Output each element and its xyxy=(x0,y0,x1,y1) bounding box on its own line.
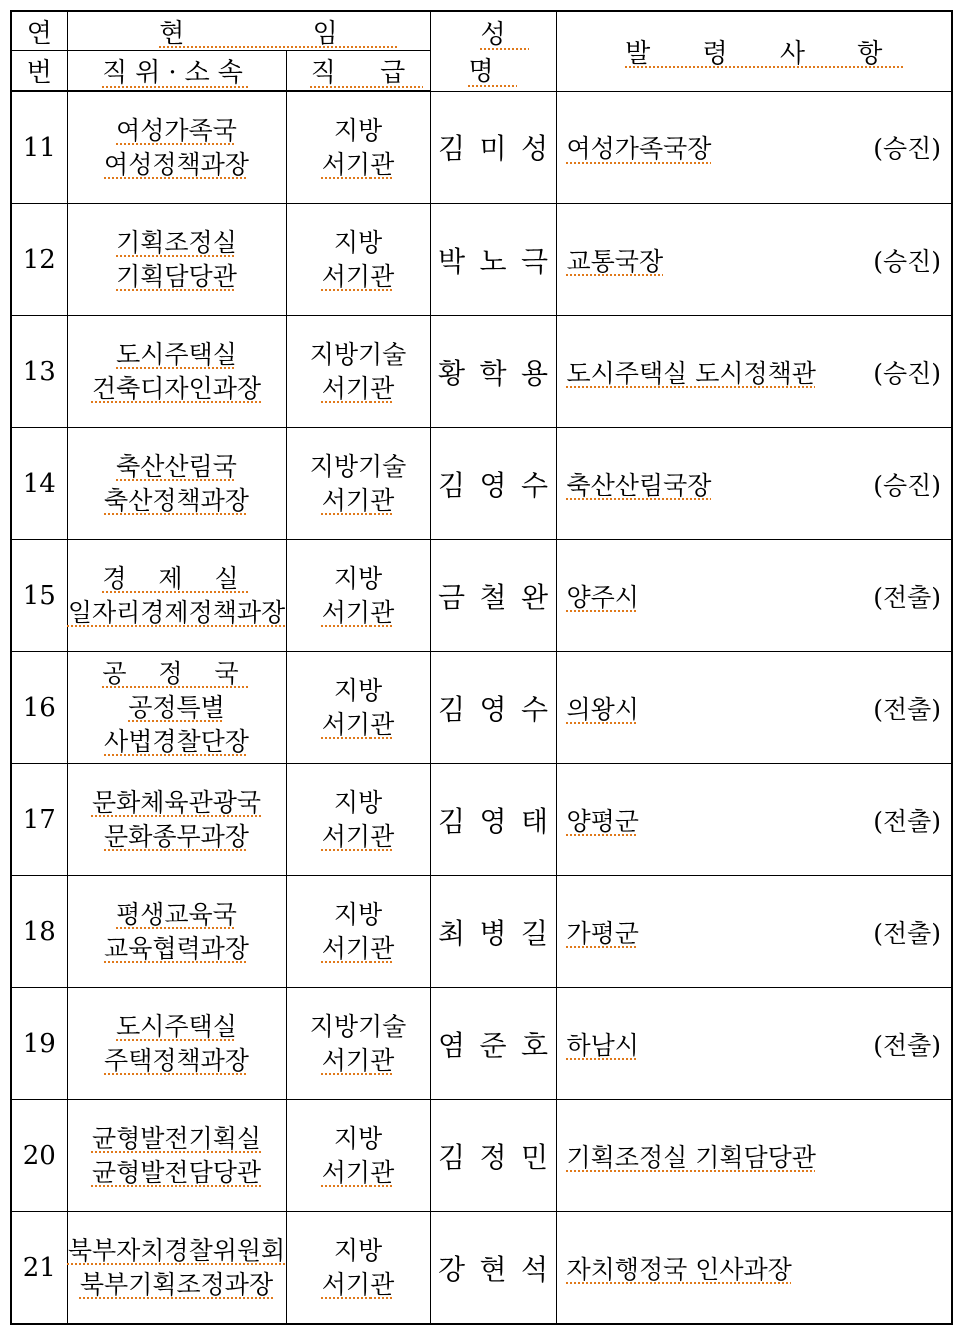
grade xyxy=(286,204,430,316)
grade-line: 지방 xyxy=(333,115,383,145)
order-text: 가평군 xyxy=(566,918,639,948)
table-row xyxy=(11,1212,952,1325)
grade-line: 서기관 xyxy=(321,373,395,403)
grade-line: 지방 xyxy=(333,227,383,257)
grade-line: 지방기술 xyxy=(309,339,407,369)
order-text: 자치행정국 인사과장 xyxy=(566,1254,792,1284)
table-row xyxy=(11,876,952,988)
appointment-order xyxy=(556,316,952,428)
grade xyxy=(286,540,430,652)
table-row xyxy=(11,91,952,204)
table-row xyxy=(11,428,952,540)
position-department: 북부자치경찰위원회 북부기획조정과장 xyxy=(67,1212,286,1325)
order-text: 도시주택실 도시정책관 xyxy=(566,358,816,388)
person-name: 박 노 극 xyxy=(430,204,556,316)
grade-line: 서기관 xyxy=(321,821,395,851)
order-status: (전출) xyxy=(873,806,941,836)
grade xyxy=(286,1212,430,1325)
order-text: 교통국장 xyxy=(566,246,664,276)
appointment-order xyxy=(556,876,952,988)
grade-line: 서기관 xyxy=(321,261,395,291)
grade-line: 서기관 xyxy=(321,1157,395,1187)
order-status: (전출) xyxy=(873,1030,941,1060)
row-number: 13 xyxy=(11,316,67,428)
appointment-order xyxy=(556,1100,952,1212)
order-status: (전출) xyxy=(873,582,941,612)
order-text: 기획조정실 기획담당관 xyxy=(566,1142,816,1172)
appointment-order xyxy=(556,204,952,316)
grade xyxy=(286,91,430,204)
header-name: 성 명 xyxy=(430,11,556,91)
person-name: 김 미 성 xyxy=(430,91,556,204)
header-no-top: 연 xyxy=(11,11,67,51)
row-number: 14 xyxy=(11,428,67,540)
grade-line: 지방기술 xyxy=(309,451,407,481)
table-row xyxy=(11,988,952,1100)
person-name: 강 현 석 xyxy=(430,1212,556,1325)
person-name: 금 철 완 xyxy=(430,540,556,652)
row-number: 11 xyxy=(11,91,67,204)
grade xyxy=(286,652,430,764)
header-grade: 직 급 xyxy=(286,51,430,92)
table-row xyxy=(11,764,952,876)
grade xyxy=(286,1100,430,1212)
position-department: 공 정 국 공정특별 사법경찰단장 xyxy=(67,652,286,764)
person-name: 김 영 수 xyxy=(430,652,556,764)
person-name: 김 영 태 xyxy=(430,764,556,876)
grade-line: 서기관 xyxy=(321,485,395,515)
appointment-order xyxy=(556,764,952,876)
position-department: 균형발전기획실 균형발전담당관 xyxy=(67,1100,286,1212)
position-department: 문화체육관광국 문화종무과장 xyxy=(67,764,286,876)
position-department: 평생교육국 교육협력과장 xyxy=(67,876,286,988)
person-name: 황 학 용 xyxy=(430,316,556,428)
grade-line: 서기관 xyxy=(321,597,395,627)
order-status: (전출) xyxy=(873,694,941,724)
position-department: 축산산림국 축산정책과장 xyxy=(67,428,286,540)
position-department: 도시주택실 건축디자인과장 xyxy=(67,316,286,428)
grade-line: 서기관 xyxy=(321,1045,395,1075)
grade-line: 지방기술 xyxy=(309,1011,407,1041)
appointment-order xyxy=(556,540,952,652)
grade xyxy=(286,428,430,540)
table-row xyxy=(11,652,952,764)
header-no-bottom: 번 xyxy=(11,51,67,92)
grade-line: 지방 xyxy=(333,675,383,705)
header-row-1 xyxy=(11,11,952,51)
order-status: (전출) xyxy=(873,918,941,948)
order-status: (승진) xyxy=(873,358,941,388)
table-row xyxy=(11,540,952,652)
header-position: 직위·소속 xyxy=(67,51,286,92)
row-number: 12 xyxy=(11,204,67,316)
order-text: 양평군 xyxy=(566,806,639,836)
grade-line: 서기관 xyxy=(321,149,395,179)
row-number: 19 xyxy=(11,988,67,1100)
order-status: (승진) xyxy=(873,246,941,276)
grade xyxy=(286,988,430,1100)
grade-line: 지방 xyxy=(333,563,383,593)
row-number: 21 xyxy=(11,1212,67,1325)
order-status: (승진) xyxy=(873,134,941,164)
row-number: 16 xyxy=(11,652,67,764)
grade-line: 지방 xyxy=(333,787,383,817)
order-text: 여성가족국장 xyxy=(566,134,712,164)
person-name: 최 병 길 xyxy=(430,876,556,988)
appointment-order xyxy=(556,91,952,204)
table-row xyxy=(11,316,952,428)
grade-line: 지방 xyxy=(333,899,383,929)
row-number: 17 xyxy=(11,764,67,876)
appointment-order xyxy=(556,652,952,764)
appointment-order xyxy=(556,1212,952,1325)
position-department: 여성가족국 여성정책과장 xyxy=(67,91,286,204)
grade-line: 지방 xyxy=(333,1235,383,1265)
grade-line: 서기관 xyxy=(321,709,395,739)
position-department: 기획조정실 기획담당관 xyxy=(67,204,286,316)
grade-line: 서기관 xyxy=(321,1269,395,1299)
position-department: 도시주택실 주택정책과장 xyxy=(67,988,286,1100)
personnel-table xyxy=(10,10,953,1325)
row-number: 20 xyxy=(11,1100,67,1212)
order-text: 양주시 xyxy=(566,582,639,612)
order-text: 축산산림국장 xyxy=(566,470,712,500)
grade xyxy=(286,876,430,988)
grade-line: 서기관 xyxy=(321,933,395,963)
grade xyxy=(286,316,430,428)
person-name: 김 정 민 xyxy=(430,1100,556,1212)
person-name: 염 준 호 xyxy=(430,988,556,1100)
header-order: 발 령 사 항 xyxy=(556,11,952,91)
position-department: 경 제 실 일자리경제정책과장 xyxy=(67,540,286,652)
row-number: 15 xyxy=(11,540,67,652)
appointment-order xyxy=(556,988,952,1100)
appointment-order xyxy=(556,428,952,540)
grade xyxy=(286,764,430,876)
header-current: 현 임 xyxy=(67,11,430,51)
table-row xyxy=(11,204,952,316)
grade-line: 지방 xyxy=(333,1123,383,1153)
table-row xyxy=(11,1100,952,1212)
order-status: (승진) xyxy=(873,470,941,500)
person-name: 김 영 수 xyxy=(430,428,556,540)
row-number: 18 xyxy=(11,876,67,988)
order-text: 하남시 xyxy=(566,1030,639,1060)
order-text: 의왕시 xyxy=(566,694,639,724)
